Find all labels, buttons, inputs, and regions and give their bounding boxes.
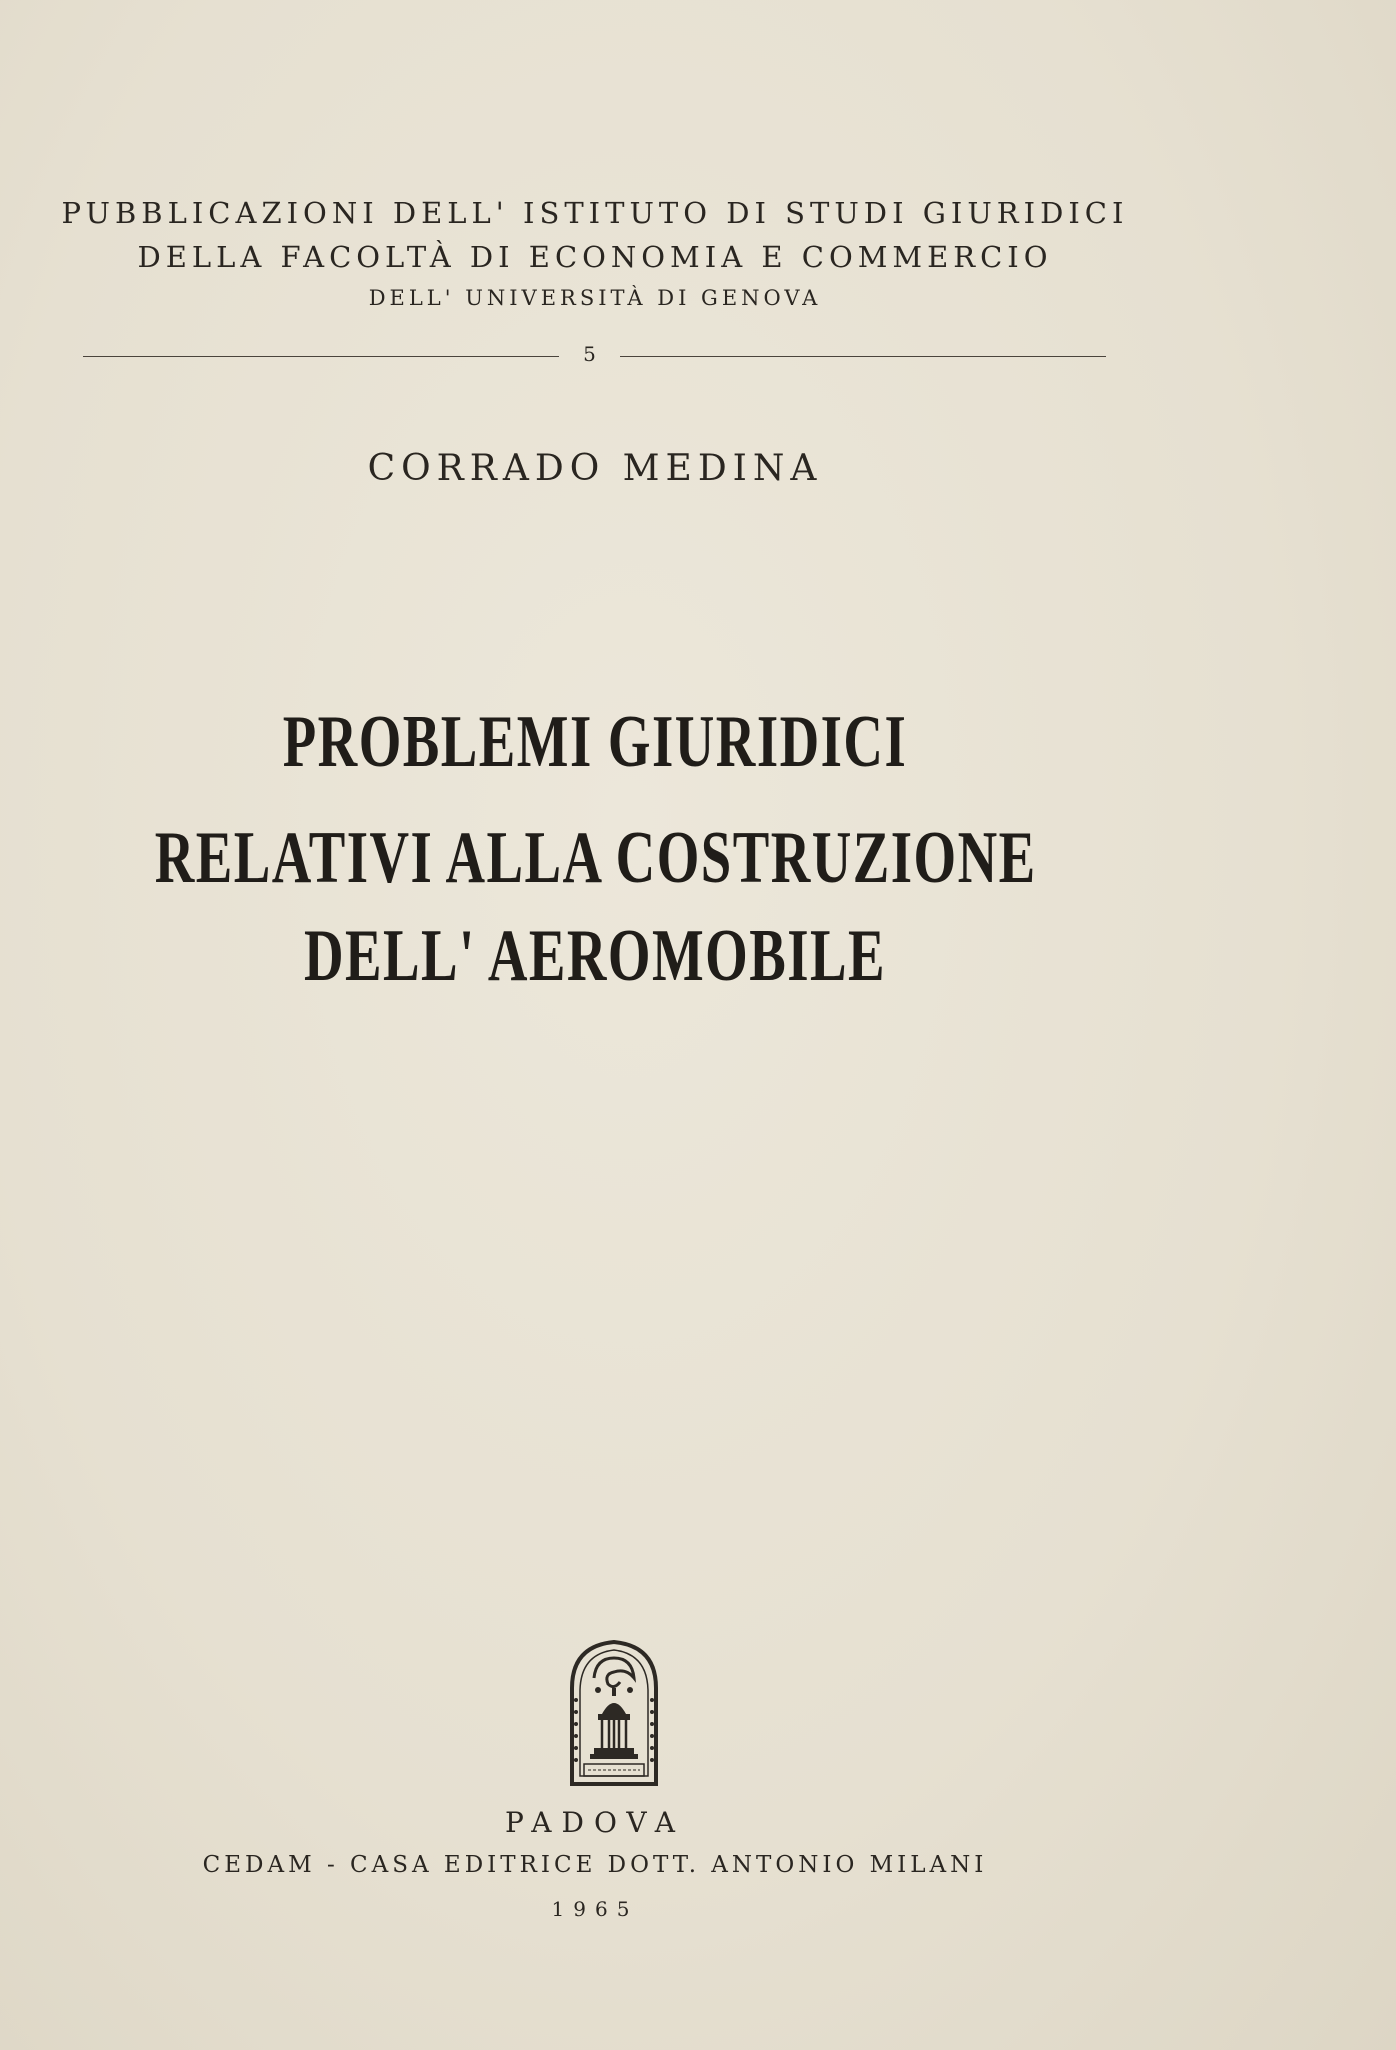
imprint-place: PADOVA — [505, 1806, 685, 1839]
series-line-3: DELL' UNIVERSITÀ DI GENOVA — [368, 286, 822, 310]
imprint-publisher: CEDAM - CASA EDITRICE DOTT. ANTONIO MILANI — [202, 1852, 988, 1878]
divider-rule-left — [83, 356, 559, 357]
series-number-divider — [83, 342, 1106, 368]
series-number: 5 — [583, 342, 596, 366]
title-line-2: RELATIVI ALLA COSTRUZIONE — [154, 817, 1037, 899]
divider-rule-right — [620, 356, 1106, 357]
title-line-3: DELL' AEROMOBILE — [303, 915, 887, 997]
series-line-1: PUBBLICAZIONI DELL' ISTITUTO DI STUDI GIURIDICI — [61, 196, 1129, 230]
series-line-2: DELLA FACOLTÀ DI ECONOMIA E COMMERCIO — [137, 240, 1053, 274]
publisher-mark-icon — [564, 1638, 664, 1786]
title-line-1: PROBLEMI GIURIDICI — [282, 701, 908, 783]
author-name: CORRADO MEDINA — [367, 448, 823, 489]
imprint-year: 1965 — [551, 1897, 639, 1921]
